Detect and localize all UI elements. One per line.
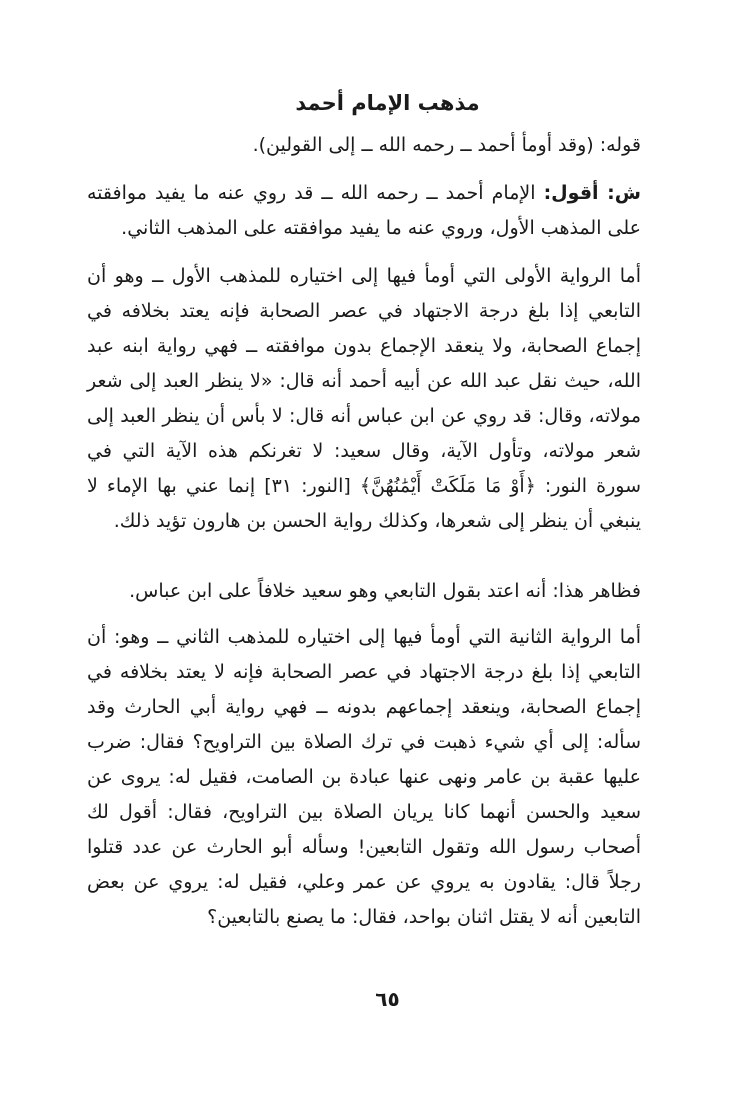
- quote-text: قوله: (وقد أومأ أحمد ــ رحمه الله ــ إلى القولين).: [252, 134, 641, 156]
- page-heading: مذهب الإمام أحمد: [295, 91, 480, 115]
- inference-paragraph: [87, 574, 663, 609]
- answer-text: [87, 176, 663, 246]
- first-narration-text: أما الرواية الأولى التي أومأ فيها إلى اختياره للمذهب الأول ــ وهو أن التابعي إذا بلغ درجة الاجتهاد في عصر الصحابة فإنه يعتد بخلافه في إجماع الصحابة، ولا ينعقد الإجماع بدون موافقته ــ فهي رواية ابنه عبد الله، حيث نقل عبد الله عن أبيه أحمد أنه قال: «لا ينظر العبد إلى شعر مولاته، وقال: قد روي عن ابن عباس أنه قال: لا بأس أن ينظر العبد إلى شعر مولاته، وتأول الآية، وقال سعيد: لا تغرنكم هذه الآية التي في سورة النور: ﴿أَوْ مَا مَلَكَتْ أَيْمَٰنُهُنَّ﴾ [النور: ٣١] إنما عني بها الإماء لا ينبغي أن ينظر إلى شعرها، وكذلك رواية الحسن بن هارون تؤيد ذلك.: [87, 265, 642, 532]
- quote-paragraph: [87, 128, 663, 163]
- second-narration-paragraph: [87, 620, 663, 935]
- answer-body: الإمام أحمد ــ رحمه الله ــ قد روي عنه ما يفيد موافقته على المذهب الأول، وروي عنه ما يفيد موافقته على المذهب الثاني.: [87, 182, 641, 239]
- inference-text: فظاهر هذا: أنه اعتد بقول التابعي وهو سعيد خلافاً على ابن عباس.: [129, 580, 641, 602]
- first-narration-paragraph: [87, 259, 663, 539]
- answer-lead: ش: أقول:: [543, 182, 641, 204]
- second-narration-text: أما الرواية الثانية التي أومأ فيها إلى اختياره للمذهب الثاني ــ وهو: أن التابعي إذا بلغ درجة الاجتهاد في عصر الصحابة فإنه لا يعتد بخلافه في إجماع الصحابة، وينعقد إجماعهم بدونه ــ فهي رواية أبي الحارث وقد سأله: إلى أي شيء ذهبت في ترك الصلاة بين التراويح؟ فقال: ضرب عليها عقبة بن عامر ونهى عنها عبادة بن الصامت، فقيل له: يروى عن سعيد والحسن أنهما كانا يريان الصلاة بين التراويح، فقال: أقول لك أصحاب رسول الله وتقول التابعين! وسأله أبو الحارث عن عدد قتلوا رجلاً قال: يقادون به يروي عن عمر وعلي، فقيل له: يروي عن بعض التابعين أنه لا يقتل اثنان بواحد، فقال: ما يصنع بالتابعين؟: [87, 626, 641, 928]
- answer-paragraph: [87, 176, 663, 246]
- page-number: ٦٥: [375, 987, 400, 1011]
